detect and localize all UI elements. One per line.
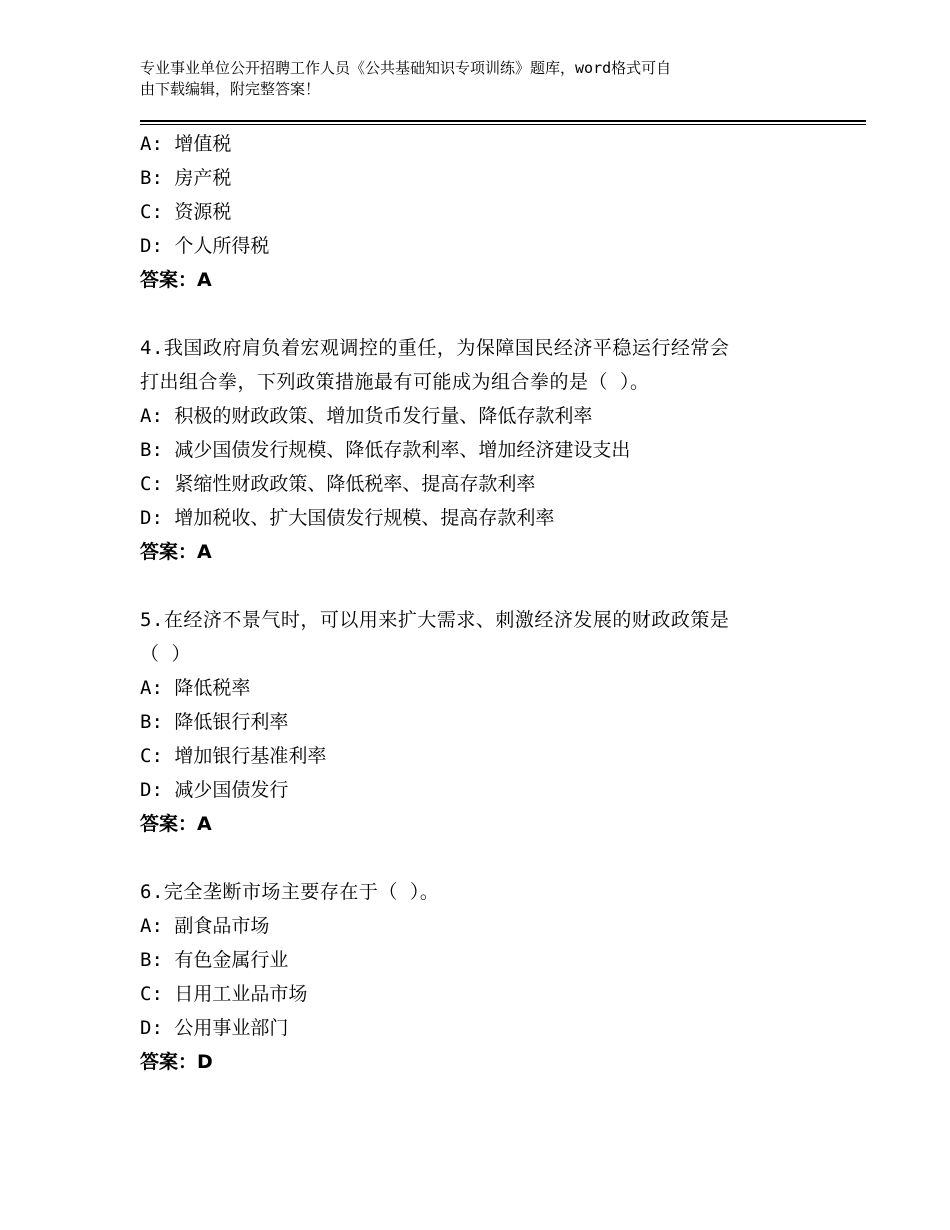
question-4-option-c: C: 紧缩性财政政策、降低税率、提高存款利率 — [140, 473, 536, 495]
spacer — [140, 297, 860, 331]
question-5-stem-line-2: （ ） — [140, 643, 191, 665]
question-6-option-d: D: 公用事业部门 — [140, 1017, 289, 1039]
spacer — [140, 569, 860, 603]
question-6-option-c: C: 日用工业品市场 — [140, 983, 308, 1005]
question-4-option-b: B: 减少国债发行规模、降低存款利率、增加经济建设支出 — [140, 439, 631, 461]
question-content — [140, 127, 860, 1079]
spacer — [140, 841, 860, 875]
question-5-option-c: C: 增加银行基准利率 — [140, 745, 327, 767]
question-6-option-a: A: 副食品市场 — [140, 915, 270, 937]
question-5-option-b: B: 降低银行利率 — [140, 711, 289, 733]
question-4-option-a: A: 积极的财政政策、增加货币发行量、降低存款利率 — [140, 405, 593, 427]
header-line-1: 专业事业单位公开招聘工作人员《公共基础知识专项训练》题库，word格式可自 — [140, 59, 672, 77]
question-4-stem-line-1: 4.我国政府肩负着宏观调控的重任，为保障国民经济平稳运行经常会 — [140, 337, 730, 359]
question-4-option-d: D: 增加税收、扩大国债发行规模、提高存款利率 — [140, 507, 555, 529]
question-3-option-b: B: 房产税 — [140, 167, 232, 189]
question-3-option-d: D: 个人所得税 — [140, 235, 270, 257]
header-line-2: 由下载编辑，附完整答案！ — [140, 80, 321, 98]
header-rule-thin — [140, 124, 866, 125]
question-5-option-a: A: 降低税率 — [140, 677, 251, 699]
question-4-answer: 答案：A — [140, 541, 212, 563]
question-4-block — [140, 331, 860, 569]
question-5-stem-line-1: 5.在经济不景气时，可以用来扩大需求、刺激经济发展的财政政策是 — [140, 609, 730, 631]
question-3-option-a: A: 增值税 — [140, 133, 232, 155]
question-5-block — [140, 603, 860, 841]
question-5-answer: 答案：A — [140, 813, 212, 835]
document-header — [140, 58, 820, 100]
question-3-answer: 答案：A — [140, 269, 212, 291]
question-4-stem-line-2: 打出组合拳，下列政策措施最有可能成为组合拳的是（ ）。 — [140, 371, 650, 393]
question-3-option-c: C: 资源税 — [140, 201, 232, 223]
question-6-option-b: B: 有色金属行业 — [140, 949, 289, 971]
question-5-option-d: D: 减少国债发行 — [140, 779, 289, 801]
header-rule-thick — [140, 120, 866, 122]
question-6-answer: 答案：D — [140, 1051, 213, 1073]
question-3-block — [140, 127, 860, 297]
question-6-stem-line-1: 6.完全垄断市场主要存在于（ ）。 — [140, 881, 440, 903]
question-6-block — [140, 875, 860, 1079]
